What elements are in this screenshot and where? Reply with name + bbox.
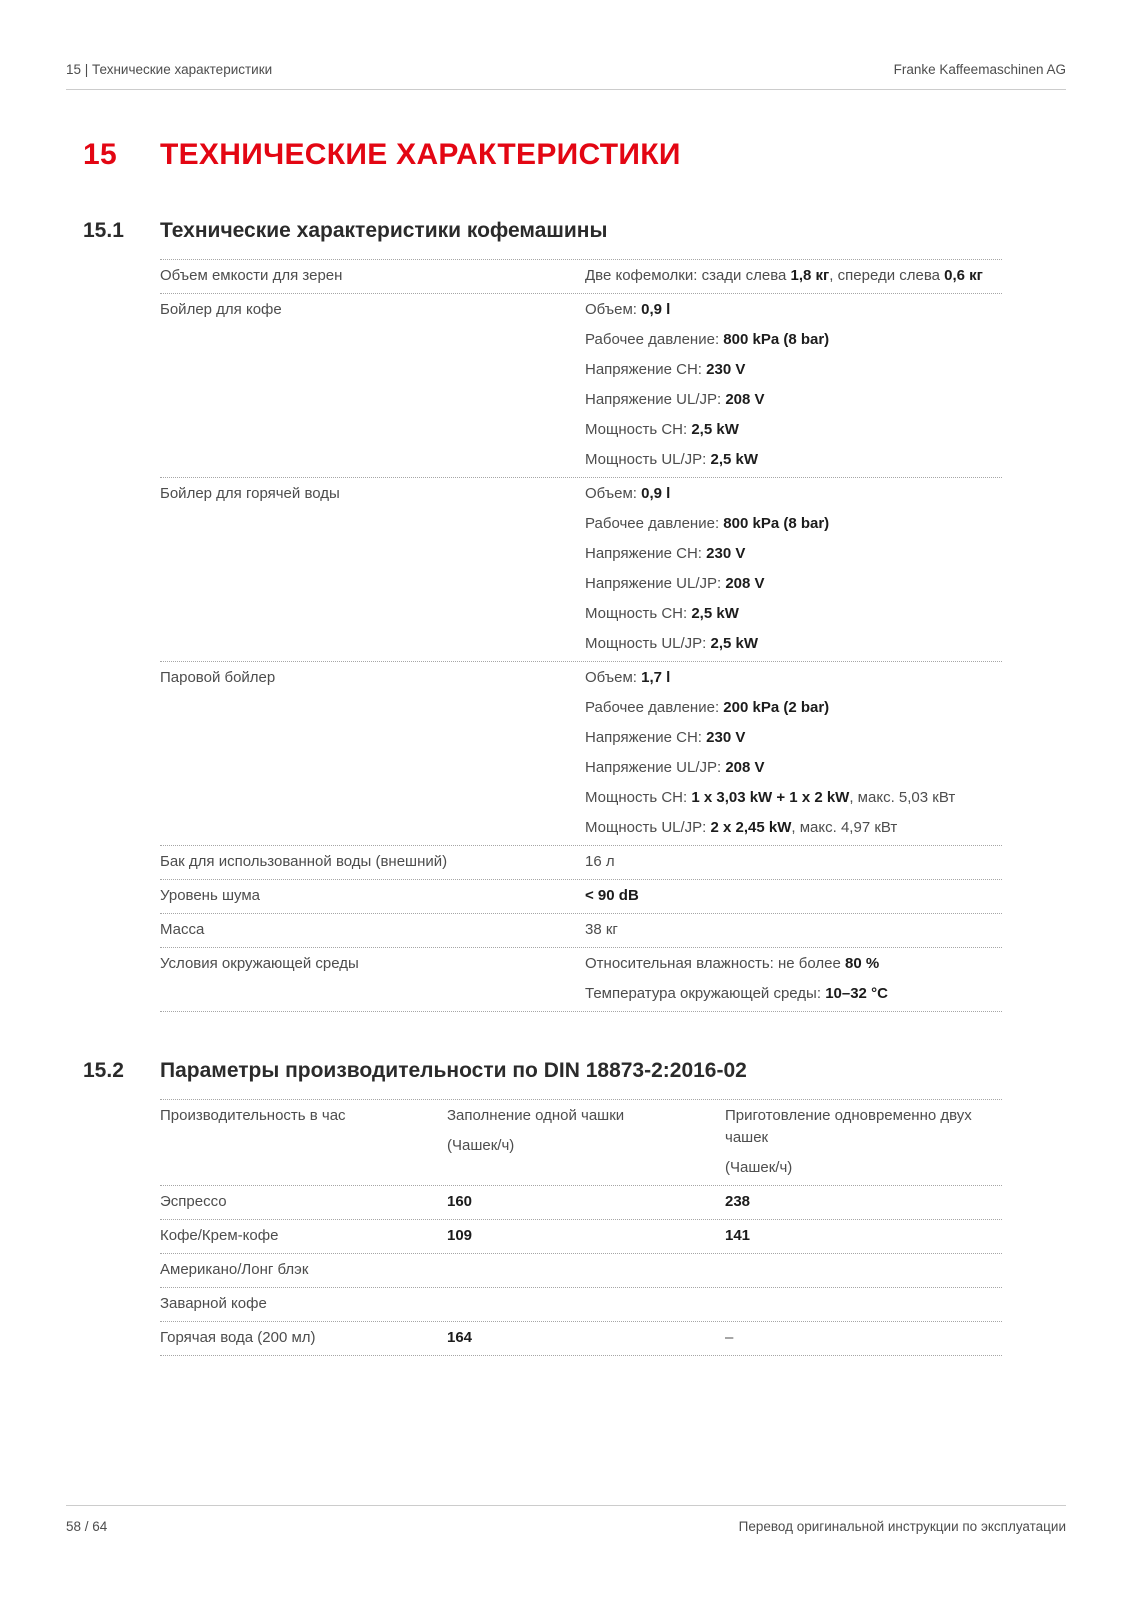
spec-row-name: Бойлер для кофе	[160, 301, 282, 318]
spec-value: 10–32 °C	[825, 985, 888, 1002]
spec-line	[585, 953, 1002, 975]
header-company-name: Franke Kaffeemaschinen AG	[893, 62, 1066, 77]
spec-value: 1 x 3,03 kW + 1 x 2 kW	[691, 789, 850, 806]
spec-row-name: Объем емкости для зерен	[160, 267, 343, 284]
spec-value: 2 x 2,45 kW	[710, 819, 792, 836]
spec-value: 200 kPa (2 bar)	[723, 699, 830, 716]
perf-cell-double-cup	[725, 1259, 1002, 1281]
spec-label: Напряжение CH:	[585, 545, 707, 562]
spec-value: 0,6 кг	[944, 267, 983, 284]
spec-row-name: Уровень шума	[160, 887, 260, 904]
perf-cell-double-cup	[725, 1191, 1002, 1213]
perf-value: 164	[447, 1329, 473, 1346]
chapter-number: 15	[83, 138, 117, 171]
spec-row-values	[585, 299, 1002, 471]
spec-row-values	[585, 885, 1002, 907]
spec-value: 0,9 l	[641, 485, 671, 502]
footer-translation-note: Перевод оригинальной инструкции по эксплуатации	[738, 1519, 1066, 1534]
spec-label: Температура окружающей среды:	[585, 985, 826, 1002]
perf-cell-beverage: Заварной кофе	[160, 1295, 267, 1312]
spec-row	[160, 913, 1002, 947]
spec-line	[585, 727, 1002, 749]
page-footer	[66, 1505, 1066, 1534]
perf-cell-single-cup	[447, 1225, 725, 1247]
spec-line	[585, 299, 1002, 321]
perf-cell-beverage: Эспрессо	[160, 1193, 227, 1210]
spec-line	[585, 359, 1002, 381]
perf-value: 238	[725, 1193, 751, 1210]
spec-row-values	[585, 851, 1002, 873]
spec-value: 800 kPa (8 bar)	[723, 331, 830, 348]
spec-value: 208 V	[725, 391, 765, 408]
spec-label: Мощность CH:	[585, 789, 692, 806]
spec-line	[585, 697, 1002, 719]
spec-label: Рабочее давление:	[585, 699, 724, 716]
spec-label: Мощность CH:	[585, 421, 692, 438]
spec-line	[585, 919, 1002, 941]
perf-value: 109	[447, 1227, 473, 1244]
spec-line	[585, 543, 1002, 565]
spec-line	[585, 633, 1002, 655]
section-specs-number: 15.1	[83, 219, 124, 242]
perf-cell-single-cup	[447, 1327, 725, 1349]
perf-cell-single-cup	[447, 1259, 725, 1281]
spec-value: 2,5 kW	[710, 635, 759, 652]
spec-value: 208 V	[725, 759, 765, 776]
chapter-title: ТЕХНИЧЕСКИЕ ХАРАКТЕРИСТИКИ	[160, 138, 681, 171]
spec-value: 1,8 кг	[790, 267, 830, 284]
spec-label: 38 кг	[585, 921, 618, 938]
spec-value: 2,5 kW	[691, 605, 739, 622]
spec-row	[160, 293, 1002, 477]
spec-row	[160, 661, 1002, 845]
spec-label: , макс. 4,97 кВт	[791, 819, 898, 836]
spec-line	[585, 851, 1002, 873]
spec-value: 230 V	[706, 545, 746, 562]
spec-label: Рабочее давление:	[585, 331, 724, 348]
spec-line	[585, 787, 1002, 809]
spec-line	[585, 329, 1002, 351]
spec-value: 230 V	[706, 729, 746, 746]
spec-value: 80 %	[844, 955, 880, 972]
perf-cell-double-cup	[725, 1225, 1002, 1247]
performance-table-header	[160, 1099, 1002, 1185]
performance-row	[160, 1185, 1002, 1219]
perf-value: 160	[447, 1193, 473, 1210]
spec-row-name: Бойлер для горячей воды	[160, 485, 340, 502]
spec-line	[585, 817, 1002, 839]
spec-row-name: Паровой бойлер	[160, 669, 276, 686]
page-header	[66, 0, 1066, 90]
spec-value: 2,5 kW	[710, 451, 759, 468]
performance-row	[160, 1287, 1002, 1321]
spec-line	[585, 419, 1002, 441]
perf-header-double-cup-label: Приготовление одновременно двух чашек	[725, 1107, 972, 1146]
perf-header-parameter: Производительность в час	[160, 1107, 346, 1124]
header-chapter-ref: 15 | Технические характеристики	[66, 62, 273, 77]
spec-line	[585, 757, 1002, 779]
spec-label: Объем:	[585, 301, 642, 318]
spec-value: < 90 dB	[585, 887, 639, 904]
spec-label: Мощность UL/JP:	[585, 635, 711, 652]
perf-header-single-cup-label: Заполнение одной чашки	[447, 1107, 625, 1124]
spec-row	[160, 845, 1002, 879]
perf-value: 141	[725, 1227, 751, 1244]
spec-line	[585, 885, 1002, 907]
spec-label: Рабочее давление:	[585, 515, 724, 532]
spec-line	[585, 573, 1002, 595]
spec-label: 16 л	[585, 853, 615, 870]
section-performance-number: 15.2	[83, 1059, 124, 1082]
spec-row	[160, 259, 1002, 293]
spec-label: Напряжение UL/JP:	[585, 391, 726, 408]
perf-cell-beverage: Американо/Лонг блэк	[160, 1261, 309, 1278]
footer-page-number: 58 / 64	[66, 1519, 108, 1534]
performance-row	[160, 1321, 1002, 1355]
spec-line	[585, 983, 1002, 1005]
spec-line	[585, 667, 1002, 689]
spec-row-name: Бак для использованной воды (внешний)	[160, 853, 448, 870]
spec-line	[585, 603, 1002, 625]
spec-line	[585, 449, 1002, 471]
spec-label: Мощность UL/JP:	[585, 451, 711, 468]
spec-value: 230 V	[706, 361, 746, 378]
spec-row-values	[585, 667, 1002, 839]
spec-label: Две кофемолки: сзади слева	[585, 267, 791, 284]
spec-row-values	[585, 953, 1002, 1005]
performance-table	[160, 1099, 1002, 1356]
spec-value: 800 kPa (8 bar)	[723, 515, 830, 532]
spec-label: , спереди слева	[829, 267, 945, 284]
spec-row-values	[585, 483, 1002, 655]
chapter-heading	[83, 138, 1066, 172]
perf-cell-double-cup	[725, 1293, 1002, 1315]
spec-label: Объем:	[585, 669, 642, 686]
spec-label: Напряжение CH:	[585, 361, 707, 378]
section-heading-machine-specs	[83, 218, 1066, 244]
perf-header-single-cup-unit: (Чашек/ч)	[447, 1137, 515, 1154]
spec-row	[160, 947, 1002, 1011]
spec-row	[160, 477, 1002, 661]
spec-label: Мощность UL/JP:	[585, 819, 711, 836]
spec-line	[585, 265, 1002, 287]
section-specs-title: Технические характеристики кофемашины	[160, 219, 608, 242]
spec-row-values	[585, 919, 1002, 941]
spec-label: Мощность CH:	[585, 605, 692, 622]
spec-table	[160, 259, 1002, 1012]
perf-value: –	[725, 1329, 734, 1346]
spec-label: Объем:	[585, 485, 642, 502]
performance-row	[160, 1253, 1002, 1287]
spec-value: 0,9 l	[641, 301, 671, 318]
perf-header-double-cup	[725, 1105, 1002, 1179]
spec-row-values	[585, 265, 1002, 287]
section-performance-title: Параметры производительности по DIN 18873-2:2016-02	[160, 1059, 747, 1082]
spec-label: Относительная влажность: не более	[585, 955, 845, 972]
spec-label: , макс. 5,03 кВт	[849, 789, 956, 806]
perf-cell-beverage: Горячая вода (200 мл)	[160, 1329, 316, 1346]
spec-line	[585, 483, 1002, 505]
spec-row-name: Условия окружающей среды	[160, 955, 359, 972]
perf-cell-beverage: Кофе/Крем-кофе	[160, 1227, 279, 1244]
spec-row	[160, 879, 1002, 913]
spec-value: 208 V	[725, 575, 765, 592]
perf-header-single-cup	[447, 1105, 725, 1179]
spec-label: Напряжение CH:	[585, 729, 707, 746]
perf-cell-double-cup	[725, 1327, 1002, 1349]
spec-row-name: Масса	[160, 921, 205, 938]
perf-cell-single-cup	[447, 1191, 725, 1213]
spec-value: 1,7 l	[641, 669, 671, 686]
perf-header-double-cup-unit: (Чашек/ч)	[725, 1159, 793, 1176]
spec-label: Напряжение UL/JP:	[585, 759, 726, 776]
spec-label: Напряжение UL/JP:	[585, 575, 726, 592]
spec-value: 2,5 kW	[691, 421, 739, 438]
section-heading-performance	[83, 1058, 1066, 1084]
perf-cell-single-cup	[447, 1293, 725, 1315]
performance-row	[160, 1219, 1002, 1253]
performance-table-body	[160, 1185, 1002, 1355]
spec-line	[585, 389, 1002, 411]
spec-line	[585, 513, 1002, 535]
